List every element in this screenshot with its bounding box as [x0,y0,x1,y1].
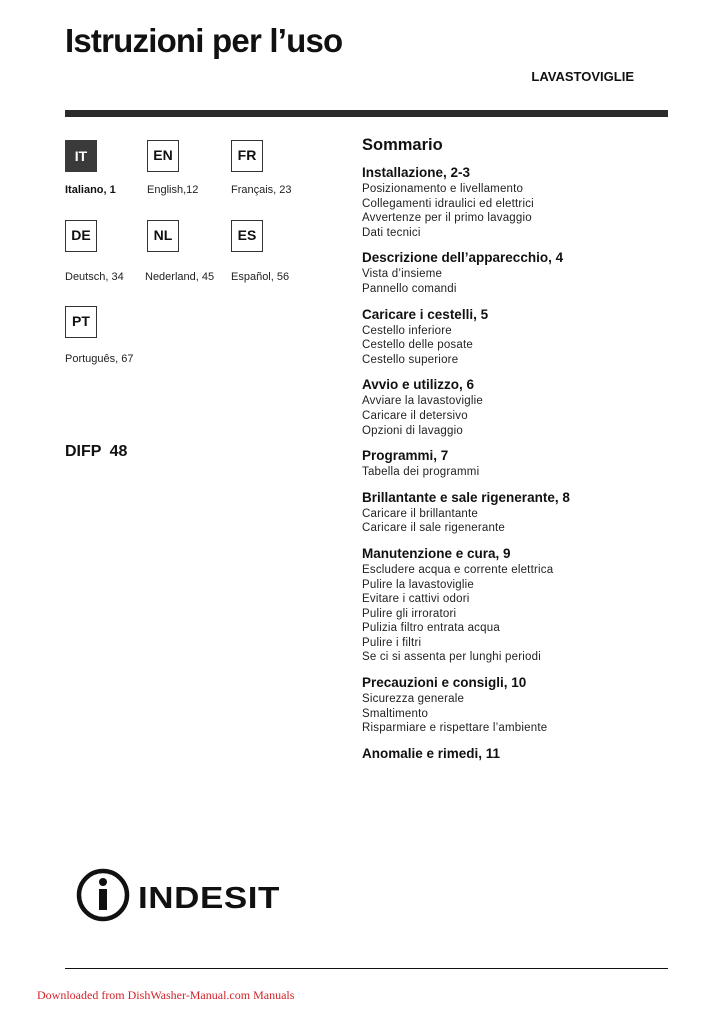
toc-item: Pulire i filtri [362,636,422,649]
toc-item: Pulizia filtro entrata acqua [362,622,500,635]
toc-section-manutenzione [362,545,682,665]
lang-label-fr: Français, 23 [231,184,292,196]
download-source-link[interactable]: Downloaded from DishWasher-Manual.com Manuals [37,988,295,1002]
toc-heading: Sommario [362,136,443,154]
lang-box-nl[interactable]: NL [147,220,179,252]
toc-item: Risparmiare e rispettare l’ambiente [362,722,548,735]
toc-item: Pulire gli irroratori [362,607,457,620]
toc-section-title[interactable]: Avvio e utilizzo, 6 [362,377,475,393]
indesit-logo-icon [76,866,286,924]
toc-item: Smaltimento [362,707,429,720]
toc-item: Escludere acqua e corrente elettrica [362,563,554,576]
lang-label-es: Español, 56 [231,271,290,283]
toc-item: Opzioni di lavaggio [362,424,463,437]
toc-section-descrizione [362,249,682,296]
toc-item: Se ci si assenta per lunghi periodi [362,651,541,664]
lang-box-it[interactable]: IT [65,140,97,172]
toc-item: Avvertenze per il primo lavaggio [362,212,532,225]
logo-text: INDESIT [138,880,280,915]
toc-item: Caricare il sale rigenerante [362,522,506,535]
toc-item: Evitare i cattivi odori [362,593,470,606]
product-type: LAVASTOVIGLIE [531,69,634,84]
bottom-divider [65,968,668,969]
table-of-contents [362,136,682,772]
lang-box-de[interactable]: DE [65,220,97,252]
lang-box-en[interactable]: EN [147,140,179,172]
lang-label-it: Italiano, 1 [65,184,116,196]
toc-section-title[interactable]: Brillantante e sale rigenerante, 8 [362,489,570,505]
toc-section-title[interactable]: Caricare i cestelli, 5 [362,306,489,322]
toc-item: Cestello delle posate [362,339,473,352]
lang-box-pt[interactable]: PT [65,306,97,338]
lang-label-nl: Nederland, 45 [145,271,215,283]
toc-item: Pannello comandi [362,282,457,295]
lang-box-fr[interactable]: FR [231,140,263,172]
toc-item: Cestello inferiore [362,324,452,337]
top-divider [65,110,668,117]
toc-section-precauzioni [362,674,682,736]
toc-section-title[interactable]: Descrizione dell’apparecchio, 4 [362,250,564,266]
toc-section-programmi [362,447,682,480]
toc-section-title[interactable]: Precauzioni e consigli, 10 [362,675,527,691]
lang-label-pt: Português, 67 [65,353,134,365]
toc-item: Sicurezza generale [362,693,465,706]
toc-section-brillantante [362,489,682,536]
toc-item: Avviare la lavastoviglie [362,395,483,408]
model-name: DIFP 48 [65,443,128,460]
toc-item: Tabella dei programmi [362,466,480,479]
lang-box-es[interactable]: ES [231,220,263,252]
page-title: Istruzioni per l’uso [65,22,343,59]
indesit-logo [76,866,286,929]
toc-section-title[interactable]: Programmi, 7 [362,448,449,464]
toc-item: Posizionamento e livellamento [362,183,524,195]
toc-section-installazione [362,164,682,240]
toc-item: Cestello superiore [362,353,459,366]
lang-label-de: Deutsch, 34 [65,271,124,283]
toc-item: Collegamenti idraulici ed elettrici [362,197,534,210]
toc-item: Caricare il brillantante [362,507,479,520]
toc-item: Caricare il detersivo [362,409,468,422]
toc-section-title[interactable]: Manutenzione e cura, 9 [362,545,511,561]
toc-section-cestelli [362,306,682,368]
toc-item: Pulire la lavastoviglie [362,578,474,591]
lang-label-en: English,12 [147,184,199,196]
toc-section-title[interactable]: Installazione, 2-3 [362,165,471,180]
toc-section-title[interactable]: Anomalie e rimedi, 11 [362,745,501,761]
toc-section-anomalie [362,745,682,763]
toc-item: Dati tecnici [362,226,421,239]
toc-item: Vista d’insieme [362,268,443,281]
toc-section-avvio [362,376,682,438]
